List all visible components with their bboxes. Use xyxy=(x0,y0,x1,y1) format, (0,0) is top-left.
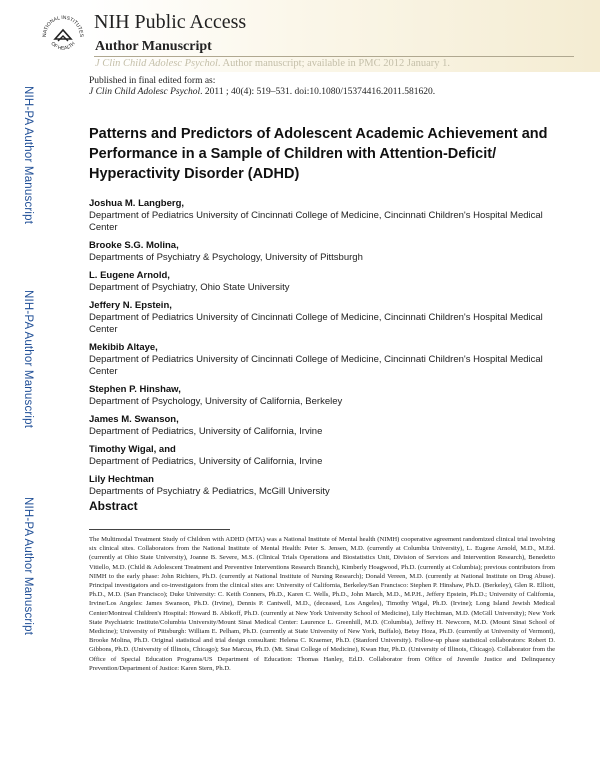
nih-header-banner xyxy=(0,0,600,72)
author-affiliation: Department of Psychiatry, Ohio State University xyxy=(89,282,290,293)
author-entry xyxy=(89,414,559,438)
side-watermark-bottom: NIH-PA Author Manuscript xyxy=(22,497,34,636)
article-title: Patterns and Predictors of Adolescent Academic Achievement and Performance in a Sample of Children with Attention-Deficit/ Hyperactivity Disorder (ADHD) xyxy=(89,126,548,182)
author-entry xyxy=(89,198,559,234)
abstract-heading: Abstract xyxy=(89,499,138,513)
author-name: James M. Swanson, xyxy=(89,414,179,425)
author-affiliation: Department of Psychology, University of California, Berkeley xyxy=(89,396,343,407)
nih-seal-icon xyxy=(38,10,88,60)
published-label: Published in final edited form as: xyxy=(89,76,216,86)
manuscript-journal: J Clin Child Adolesc Psychol xyxy=(95,58,218,69)
author-name: L. Eugene Arnold, xyxy=(89,270,170,281)
author-entry xyxy=(89,444,559,468)
author-affiliation: Departments of Psychiatry & Pediatrics, McGill University xyxy=(89,486,330,497)
author-name: Mekibib Altaye, xyxy=(89,342,158,353)
footnote-rule xyxy=(89,529,230,530)
author-list xyxy=(89,198,559,504)
header-divider xyxy=(94,56,574,57)
citation-journal: J Clin Child Adolesc Psychol xyxy=(89,87,201,97)
author-entry xyxy=(89,474,559,498)
svg-text:NATIONAL INSTITUTES xyxy=(42,15,84,38)
author-entry xyxy=(89,270,559,294)
citation-details: . 2011 ; 40(4): 519–531. doi:10.1080/15374416.2011.581620. xyxy=(200,87,436,97)
author-name: Lily Hechtman xyxy=(89,474,154,485)
author-name: Stephen P. Hinshaw, xyxy=(89,384,181,395)
author-affiliation: Department of Pediatrics, University of California, Irvine xyxy=(89,426,323,437)
author-name: Jeffery N. Epstein, xyxy=(89,300,172,311)
published-citation-line xyxy=(89,87,435,97)
nih-public-access-title: NIH Public Access xyxy=(94,11,247,33)
author-affiliation: Departments of Psychiatry & Psychology, University of Pittsburgh xyxy=(89,252,363,263)
author-affiliation: Department of Pediatrics University of Cincinnati College of Medicine, Cincinnati Children's Hospital Medical Center xyxy=(89,210,543,233)
side-watermark-middle: NIH-PA Author Manuscript xyxy=(22,290,34,429)
manuscript-availability: . Author manuscript; available in PMC 2012 January 1. xyxy=(217,58,451,69)
author-affiliation: Department of Pediatrics, University of California, Irvine xyxy=(89,456,323,467)
seal-text-top: NATIONAL INSTITUTES xyxy=(41,14,85,38)
author-entry xyxy=(89,384,559,408)
author-name: Timothy Wigal, and xyxy=(89,444,176,455)
author-entry xyxy=(89,342,559,378)
seal-text-bottom: OF HEALTH xyxy=(49,40,77,52)
author-entry xyxy=(89,240,559,264)
author-name: Joshua M. Langberg, xyxy=(89,198,185,209)
svg-text:OF HEALTH xyxy=(49,41,76,52)
author-entry xyxy=(89,300,559,336)
author-affiliation: Department of Pediatrics University of Cincinnati College of Medicine, Cincinnati Children's Hospital Medical Center xyxy=(89,354,543,377)
author-name: Brooke S.G. Molina, xyxy=(89,240,179,251)
author-affiliation: Department of Pediatrics University of Cincinnati College of Medicine, Cincinnati Children's Hospital Medical Center xyxy=(89,312,543,335)
side-watermark-top: NIH-PA Author Manuscript xyxy=(22,86,34,225)
author-manuscript-label: Author Manuscript xyxy=(95,39,212,54)
mta-collaborators-footnote: The Multimodal Treatment Study of Children with ADHD (MTA) was a National Institute of Mental health (NIMH) cooperative agreement randomized clinical trial involving six clinical sites. Collaborators from the National Institute of Mental Health: Peter S. Jensen, M.D. (currently at Columbia University), L. Eugene Arnold, M.D., M.Ed. (currently at Ohio State University), Joanne B. Severe, M.S. (Clinical Trials Operations and Biostatistics Unit, Division of Services and Intervention Research), Benedetto Vitiello, M.D. (Child & Adolescent Treatment and Preventive Interventions Research Branch), Kimberly Hoagwood, Ph.D. (currently at Columbia); previous contributors from NIMH to the early phase: John Richters, Ph.D. (currently at National Institute of Nursing Research); Donald Vereen, M.D. (currently at National Institute on Drug Abuse). Principal investigators and co-investigators from the clinical sites are: University of California, Berkeley/San Francisco: Stephen P. Hinshaw, Ph.D. (Berkeley), Glen R. Elliott, Ph.D., M.D. (San Francisco); Duke University: C. Keith Conners, Ph.D., Karen C. Wells, Ph.D., John March, M.D., M.P.H., Jeffery Epstein, Ph.D.; University of California, Irvine/Los Angeles: James Swanson, Ph.D. (Irvine), Dennis P. Cantwell, M.D., (deceased, Los Angeles), Timothy Wigal, Ph.D. (Irvine); Long Island Jewish Medical Center/Montreal Children's Hospital: Howard B. Abikoff, Ph.D. (currently at New York University School of Medicine), Lily Hechtman, M.D. (McGill University); New York State Psychiatric Institute/Columbia University/Mount Sinai Medical Center: Laurence L. Greenhill, M.D. (Columbia), Jeffrey H. Newcorn, M.D. (Mount Sinai School of Medicine); University of Pittsburgh: William E. Pelham, Ph.D. (currently at State University of New York, Buffalo), Betsy Hoza, Ph.D. (currently at University of Vermont), Brooke Molina, Ph.D. Original statistical and trial design consultant: Helena C. Kraemer, Ph.D. (Stanford University). Follow-up phase statistical collaborators: Robert D. Gibbons, Ph.D. (University of Illinois, Chicago); Sue Marcus, Ph.D. (Mt. Sinai College of Medicine), Kwan Hur, Ph.D. (University of Illinois, Chicago). Collaborator from the Office of Special Education Programs/US Department of Education: Thomas Hanley, Ed.D. Collaborator from Office of Juvenile Justice and Delinquency Prevention/Department of Justice: Karen Stern, Ph.D. xyxy=(89,536,555,672)
manuscript-availability-note xyxy=(95,58,595,69)
